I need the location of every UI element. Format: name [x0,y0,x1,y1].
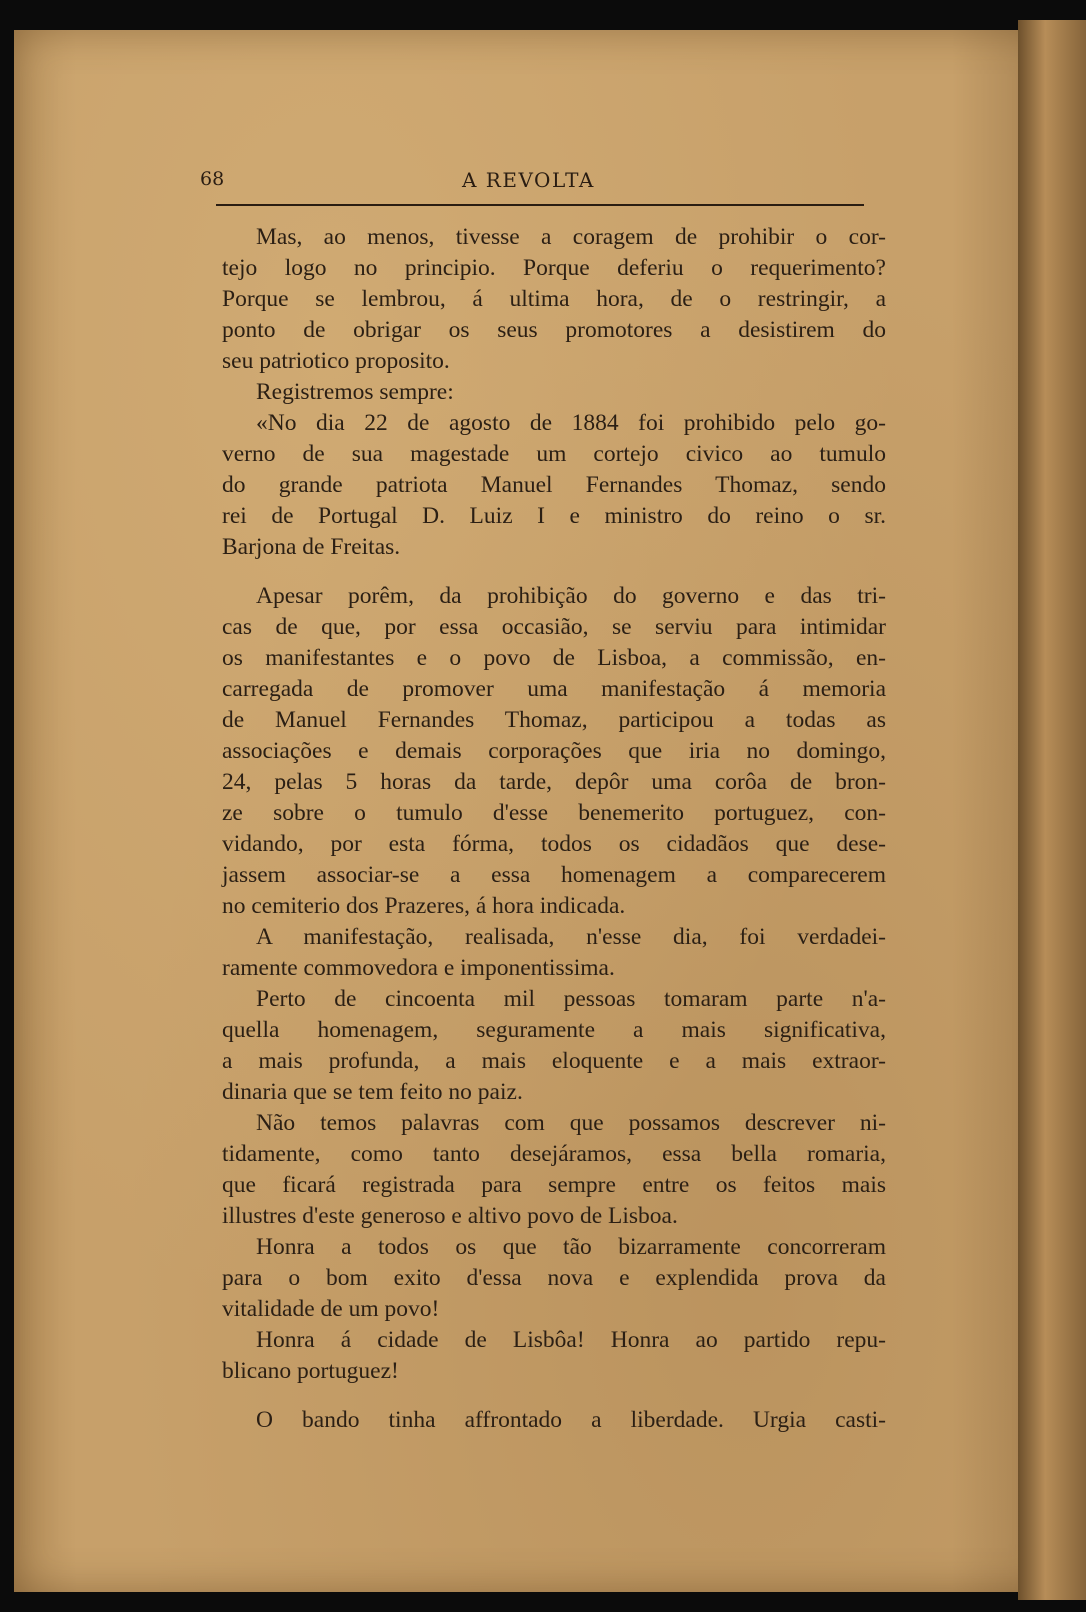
text-line: carregada de promover uma manifestação á memoria [222,676,886,702]
paragraph [222,408,886,563]
text-line: de Manuel Fernandes Thomaz, participou a todas as [222,707,886,733]
text-line: seu patriotico proposito. [222,348,450,374]
text-line: vidando, por esta fórma, todos os cidadãos que dese- [222,831,886,857]
text-line: tidamente, como tanto desejáramos, essa bella romaria, [222,1141,886,1167]
text-line: Porque se lembrou, á ultima hora, de o restringir, a [222,286,886,312]
paragraph-gap [222,1387,886,1405]
text-line: para o bom exito d'essa nova e explendida prova da [222,1265,886,1291]
text-line: ponto de obrigar os seus promotores a desistirem do [222,317,886,343]
paragraph [222,1108,886,1232]
adjacent-page-edge [1018,20,1086,1600]
paragraph [222,222,886,377]
text-line: 24, pelas 5 horas da tarde, depôr uma corôa de bron- [222,769,886,795]
text-line: quella homenagem, seguramente a mais significativa, [222,1017,886,1043]
page-number: 68 [200,168,225,190]
paragraph [222,581,886,922]
text-line: Mas, ao menos, tivesse a coragem de prohibir o cor- [256,224,886,250]
text-line: tejo logo no principio. Porque deferiu o requerimento? [222,255,886,281]
text-line: ze sobre o tumulo d'esse benemerito portuguez, con- [222,800,886,826]
text-line: verno de sua magestade um cortejo civico ao tumulo [222,441,886,467]
text-line: Não temos palavras com que possamos descrever ni- [256,1110,886,1136]
paragraph [222,1325,886,1387]
text-line: Perto de cincoenta mil pessoas tomaram parte n'a- [256,986,886,1012]
text-line: que ficará registrada para sempre entre os feitos mais [222,1172,886,1198]
text-line: rei de Portugal D. Luiz I e ministro do reino o sr. [222,503,886,529]
page-header [200,168,860,208]
text-line: Honra a todos os que tão bizarramente concorreram [256,1234,886,1260]
text-line: Apesar porêm, da prohibição do governo e das tri- [256,583,886,609]
text-line: «No dia 22 de agosto de 1884 foi prohibido pelo go- [256,410,886,436]
running-title: A REVOLTA [462,168,595,192]
text-line: Registremos sempre: [256,379,454,405]
paragraph-gap [222,563,886,581]
header-rule [216,204,864,206]
text-line: Honra á cidade de Lisbôa! Honra ao partido repu- [256,1327,886,1353]
text-line: no cemiterio dos Prazeres, á hora indicada. [222,893,626,919]
text-line: vitalidade de um povo! [222,1296,440,1322]
text-line: dinaria que se tem feito no paiz. [222,1079,523,1105]
text-line: cas de que, por essa occasião, se serviu para intimidar [222,614,886,640]
text-line: blicano portuguez! [222,1358,399,1384]
body-text [222,222,886,1436]
text-line: a mais profunda, a mais eloquente e a mais extraor- [222,1048,886,1074]
paragraph [222,1232,886,1325]
text-line: associações e demais corporações que iria no domingo, [222,738,886,764]
paragraph [222,1405,886,1436]
paragraph [222,922,886,984]
text-line: illustres d'este generoso e altivo povo de Lisboa. [222,1203,678,1229]
text-line: O bando tinha affrontado a liberdade. Urgia casti- [256,1407,886,1433]
text-line: jassem associar-se a essa homenagem a comparecerem [222,862,886,888]
paragraph [222,984,886,1108]
paragraph [222,377,886,408]
text-line: os manifestantes e o povo de Lisboa, a commissão, en- [222,645,886,671]
text-line: A manifestação, realisada, n'esse dia, foi verdadei- [256,924,886,950]
text-line: do grande patriota Manuel Fernandes Thomaz, sendo [222,472,886,498]
text-line: Barjona de Freitas. [222,534,401,560]
text-line: ramente commovedora e imponentissima. [222,955,615,981]
